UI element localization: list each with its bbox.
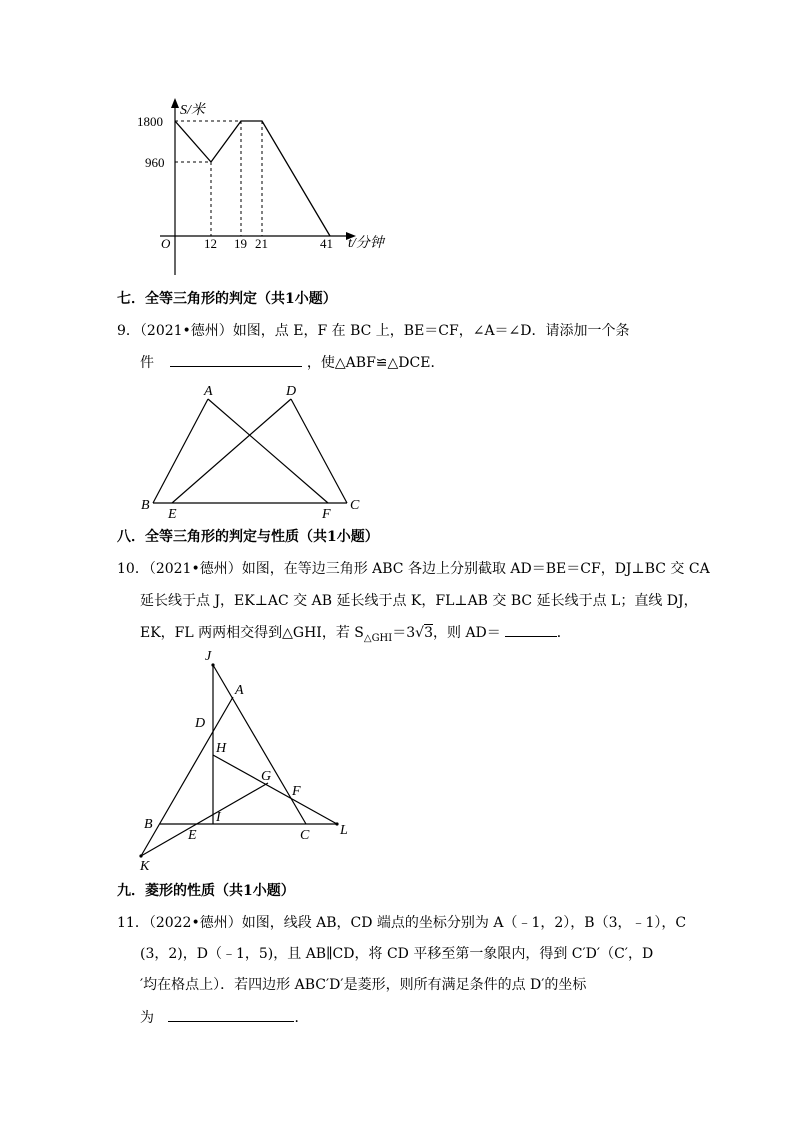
line-EK: [141, 783, 268, 856]
q9-line1: 9．（2021•德州）如图，点 E，F 在 BC 上，BE＝CF，∠A＝∠D．请添加一个条: [117, 323, 630, 339]
segment-AF: [208, 399, 328, 503]
label-A10: A: [235, 683, 244, 698]
x-axis-label: t/分钟: [348, 236, 384, 251]
q11-line4-suffix: ．: [294, 1010, 309, 1026]
q10-area-subscript: △GHI: [363, 632, 393, 644]
section-9-title: 九．菱形的性质（共1小题）: [117, 883, 295, 899]
segment-CD: [291, 399, 347, 503]
label-E10: E: [188, 828, 197, 843]
label-A: A: [204, 384, 213, 399]
q10-line3-a: EK，FL 两两相交得到△GHI，若 S: [140, 625, 364, 641]
q11-line1: 11．（2022•德州）如图，线段 AB，CD 端点的坐标分别为 A（﹣1，2），B（3，﹣1），C: [117, 915, 687, 931]
distance-time-graph: [130, 95, 410, 280]
tick-19: 19: [234, 236, 247, 251]
label-E: E: [168, 507, 177, 520]
label-C10: C: [300, 828, 310, 843]
line-KA: [141, 697, 233, 856]
tick-21: 21: [255, 236, 268, 251]
point-K: [139, 854, 142, 857]
point-J: [211, 663, 214, 666]
tick-12: 12: [204, 236, 217, 251]
label-J: J: [205, 649, 212, 664]
q10-line3-b: ＝3: [392, 625, 416, 641]
figure-q9-triangles: [138, 380, 368, 520]
q11-line3: ′均在格点上）．若四边形 ABC′D′是菱形，则所有满足条件的点 D′的坐标: [140, 977, 587, 993]
segment-DE: [172, 399, 291, 503]
q10-line1: 10．（2021•德州）如图，在等边三角形 ABC 各边上分别截取 AD＝BE＝CF，DJ⊥BC 交 CA: [117, 561, 710, 577]
figure-q10-equilateral: [130, 645, 360, 875]
q11-line4: [140, 1007, 308, 1028]
q9-line2-suffix: ，使△ABF≌△DCE．: [306, 355, 445, 371]
origin-label: O: [161, 236, 171, 251]
q9-answer-blank[interactable]: [170, 352, 302, 367]
label-K: K: [140, 859, 150, 874]
y-axis-label: S/米: [180, 103, 205, 118]
label-F10: F: [292, 784, 301, 799]
label-D10: D: [195, 716, 206, 731]
q10-radicand: 3: [424, 625, 433, 641]
segment-BA: [153, 399, 208, 503]
section-7-title: 七．全等三角形的判定（共1小题）: [117, 291, 337, 307]
q10-line2: 延长线于点 J，EK⊥AC 交 AB 延长线于点 K，FL⊥AB 交 BC 延长线于点 L；直线 DJ，: [140, 593, 698, 609]
label-C: C: [350, 498, 360, 513]
line-JC: [213, 665, 306, 824]
line-FL: [213, 755, 337, 824]
point-L: [335, 822, 338, 825]
label-B10: B: [144, 817, 153, 832]
q10-line3-c: ，则 AD＝: [433, 625, 501, 641]
q9-line2: [140, 352, 444, 373]
q10-answer-blank[interactable]: [505, 622, 557, 637]
q11-line2: (3，2)，D（﹣1，5)，且 AB∥CD，将 CD 平移至第一象限内，得到 C′D′（C′，D: [140, 946, 654, 962]
label-D: D: [286, 384, 297, 399]
label-H: H: [216, 741, 227, 756]
tick-960: 960: [145, 155, 165, 170]
q10-line3-d: ．: [556, 625, 571, 641]
section-8-title: 八．全等三角形的判定与性质（共1小题）: [117, 529, 379, 545]
sqrt-sign: √: [415, 625, 425, 641]
label-I: I: [216, 810, 221, 825]
graph-line: [175, 121, 330, 236]
label-G: G: [261, 769, 272, 784]
label-L: L: [340, 823, 348, 838]
tick-41: 41: [320, 236, 333, 251]
label-B: B: [141, 498, 150, 513]
tick-1800: 1800: [137, 114, 163, 129]
y-axis-arrow: [171, 98, 179, 108]
label-F: F: [322, 507, 331, 520]
q9-line2-prefix: 件: [140, 355, 154, 371]
q11-line4-prefix: 为: [140, 1010, 154, 1026]
q11-answer-blank[interactable]: [168, 1007, 294, 1022]
q10-sqrt: [415, 623, 433, 643]
